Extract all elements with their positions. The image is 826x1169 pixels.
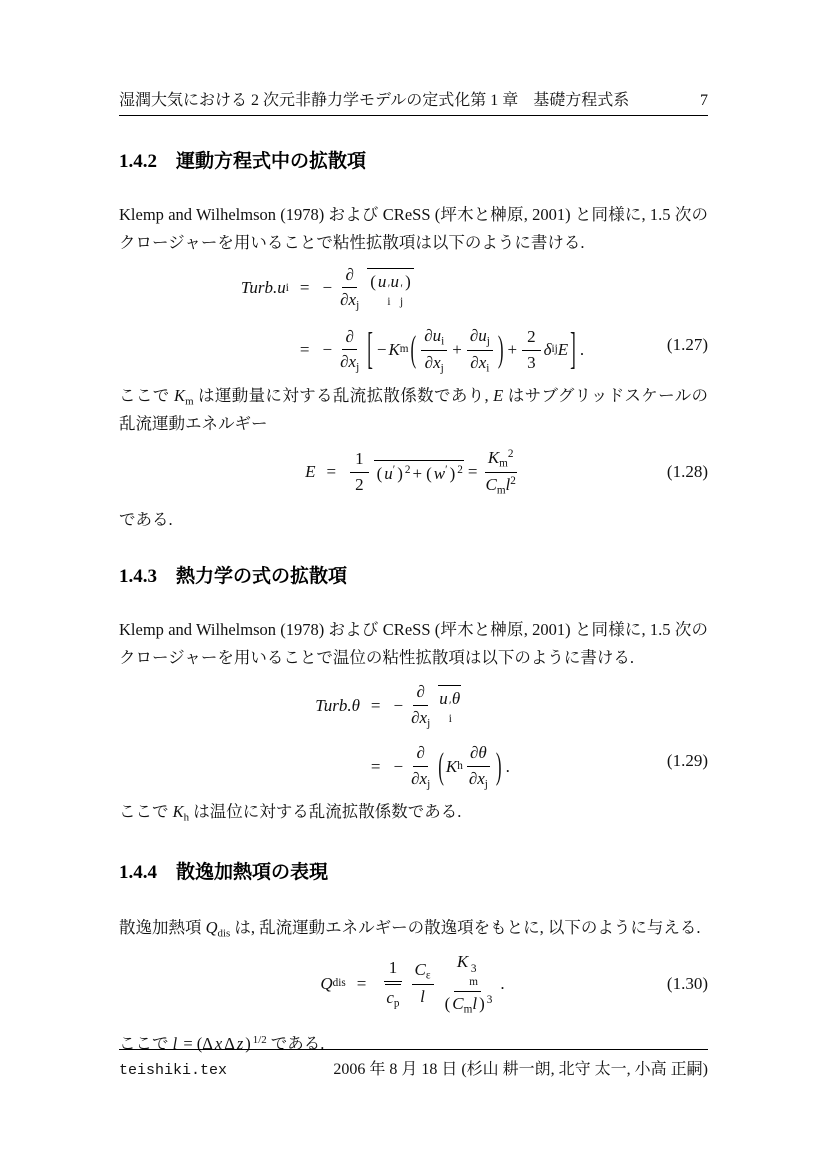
header-rule bbox=[119, 115, 708, 116]
equation-1-27-math: Turb.u i = − ∂ ∂xj ( u ′ i u ′ j ) = − ∂ ∂xj [ − K m ( ∂ui ∂xj + $\frac{\partial uj}{\partial xi}$ ) + $\frac{2}{3}$ δ ij E ] . bbox=[240, 265, 585, 374]
paragraph-dearu: である. bbox=[119, 510, 173, 530]
equation-1-30-math: Q dis = 1 cp Cε l K 3 m ( Cml ) $^3$ . bbox=[320, 952, 505, 1016]
equation-1-30 bbox=[119, 952, 708, 1015]
equation-1-28 bbox=[119, 448, 708, 496]
paragraph-closure-thermo: Klemp and Wilhelmson (1978) および CReSS (坪木と榊原, 2001) と同様に, 1.5 次のクロージャーを用いることで温位の粘性拡散項は以下のように書ける. bbox=[119, 620, 708, 668]
equation-1-27 bbox=[119, 265, 708, 374]
section-title: 散逸加熱項の表現 bbox=[176, 862, 329, 884]
header-running-title bbox=[119, 87, 629, 110]
footer-date-authors: 2006 年 8 月 18 日 (杉山 耕一朗, 北守 太一, 小高 正嗣) bbox=[333, 1061, 708, 1078]
content-column bbox=[119, 0, 708, 1058]
equation-1-29 bbox=[119, 682, 708, 790]
equation-1-28-math: E = 1 2 ( u′ ) $^2$ + ( w′ ) $^2$ = $Km^2$ Cml$^2$ bbox=[305, 447, 516, 497]
section-number: 1.4.4 bbox=[119, 862, 157, 884]
equation-number-1-27: (1.27) bbox=[666, 334, 708, 354]
paragraph-kh-description: ここで Kh は温位に対する乱流拡散係数である. bbox=[119, 802, 462, 824]
header-section-name: 基礎方程式系 bbox=[533, 92, 630, 109]
footer-row bbox=[119, 1056, 708, 1079]
paragraph-qdis-description: 散逸加熱項 Qdis は, 乱流運動エネルギーの散逸項をもとに, 以下のように与える. bbox=[119, 918, 701, 940]
paragraph-km-description: ここで Km は運動量に対する乱流拡散係数であり, E はサブグリッドスケールの乱流運動エネルギー bbox=[119, 386, 709, 434]
section-number: 1.4.2 bbox=[119, 151, 157, 172]
paragraph-closure-momentum: Klemp and Wilhelmson (1978) および CReSS (坪木と榊原, 2001) と同様に, 1.5 次のクロージャーを用いることで粘性拡散項は以下のように書ける. bbox=[119, 205, 708, 252]
section-heading-1-4-4 bbox=[119, 860, 708, 886]
section-title: 熱力学の式の拡散項 bbox=[176, 566, 348, 588]
section-number: 1.4.3 bbox=[119, 566, 157, 588]
section-heading-1-4-3 bbox=[119, 564, 708, 590]
header-chapter: 第 1 章 bbox=[470, 92, 519, 109]
paragraph-l-definition: ここで l = (Δ x Δ z ) $^{1/2}$ である. bbox=[119, 1033, 325, 1053]
equation-1-29-math: Turb.θ = − ∂ ∂xj u ′ i θ = − ∂ ∂xj ( K h ∂θ ∂xj ) . bbox=[315, 682, 510, 790]
equation-number-1-30: (1.30) bbox=[666, 973, 708, 993]
footer-rule bbox=[119, 1049, 708, 1050]
page-header bbox=[119, 87, 708, 110]
equation-number-1-28: (1.28) bbox=[666, 462, 708, 482]
header-doc-title: 湿潤大気における 2 次元非静力学モデルの定式化 bbox=[119, 92, 471, 109]
page-footer bbox=[119, 1049, 708, 1079]
section-title: 運動方程式中の拡散項 bbox=[176, 151, 367, 172]
header-page-number: 7 bbox=[700, 92, 708, 109]
section-heading-1-4-2 bbox=[119, 149, 708, 175]
equation-number-1-29: (1.29) bbox=[666, 751, 708, 771]
footer-filename: teishiki.tex bbox=[119, 1062, 228, 1079]
